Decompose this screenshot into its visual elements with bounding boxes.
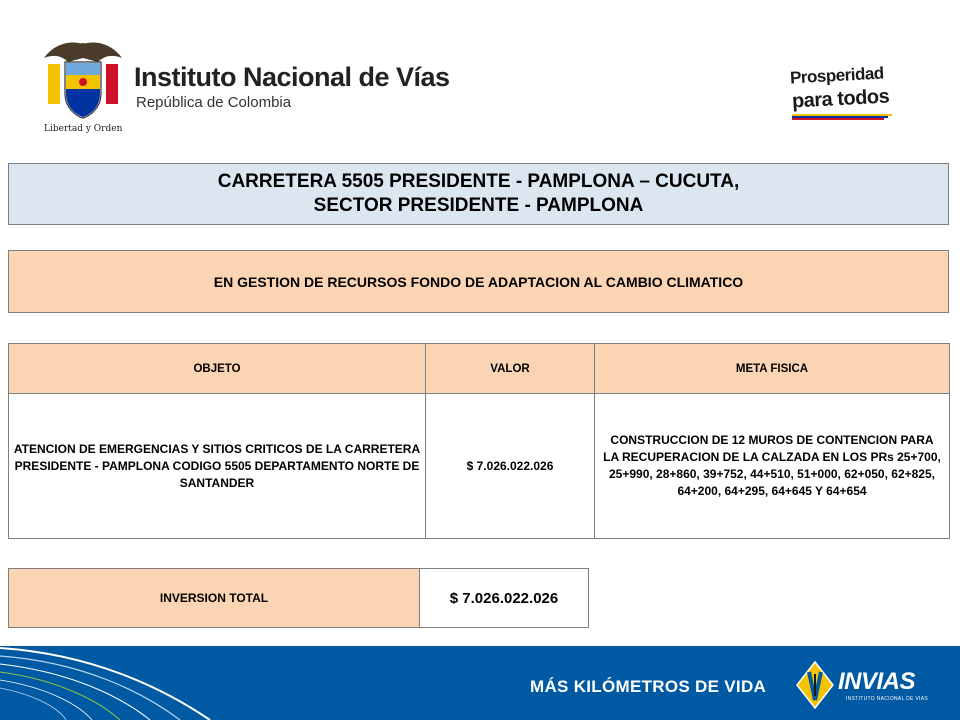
footer-road-lines <box>0 646 320 720</box>
footer-bar <box>0 646 960 720</box>
total-table <box>8 568 589 628</box>
header-objeto: OBJETO <box>9 344 426 394</box>
page-title <box>8 163 949 225</box>
total-row <box>9 569 589 628</box>
total-value: $ 7.026.022.026 <box>420 569 589 628</box>
footer-brand: INVIAS <box>838 668 916 695</box>
institution-name: Instituto Nacional de Vías <box>134 62 450 92</box>
slogan-line1: Prosperidad <box>789 63 885 88</box>
title-line2: SECTOR PRESIDENTE - PAMPLONA <box>313 195 644 216</box>
header-meta-fisica: META FISICA <box>595 344 950 394</box>
footer-brand-sub: INSTITUTO NACIONAL DE VIAS <box>846 696 928 702</box>
crest-motto: Libertad y Orden <box>44 124 123 134</box>
table-header-row <box>9 344 950 394</box>
title-line1: CARRETERA 5505 PRESIDENTE - PAMPLONA – CUCUTA, <box>217 171 740 192</box>
invias-logo-icon <box>795 660 835 710</box>
coat-of-arms-icon <box>40 38 126 138</box>
flag-stripes <box>792 114 892 120</box>
cell-meta-fisica: CONSTRUCCION DE 12 MUROS DE CONTENCION PARA LA RECUPERACION DE LA CALZADA EN LOS PRs 25+700, 25+990, 28+860, 39+752, 44+510, 51+000, 62+050, 62+825, 64+200, 64+295, 64+645 Y 64+654 <box>595 394 950 539</box>
cell-valor: $ 7.026.022.026 <box>426 394 595 539</box>
table-row <box>9 394 950 539</box>
footer-tagline: MÁS KILÓMETROS DE VIDA <box>530 677 767 696</box>
cell-objeto: ATENCION DE EMERGENCIAS Y SITIOS CRITICOS DE LA CARRETERA PRESIDENTE - PAMPLONA CODIGO 5505 DEPARTAMENTO NORTE DE SANTANDER <box>9 394 426 539</box>
total-label: INVERSION TOTAL <box>9 569 420 628</box>
institution-subtitle: República de Colombia <box>136 94 292 111</box>
slogan-line2: para todos <box>791 85 890 113</box>
status-banner: EN GESTION DE RECURSOS FONDO DE ADAPTACION AL CAMBIO CLIMATICO <box>8 250 949 313</box>
prosperidad-logo-icon <box>789 63 900 136</box>
header-valor: VALOR <box>426 344 595 394</box>
project-table <box>8 343 950 539</box>
